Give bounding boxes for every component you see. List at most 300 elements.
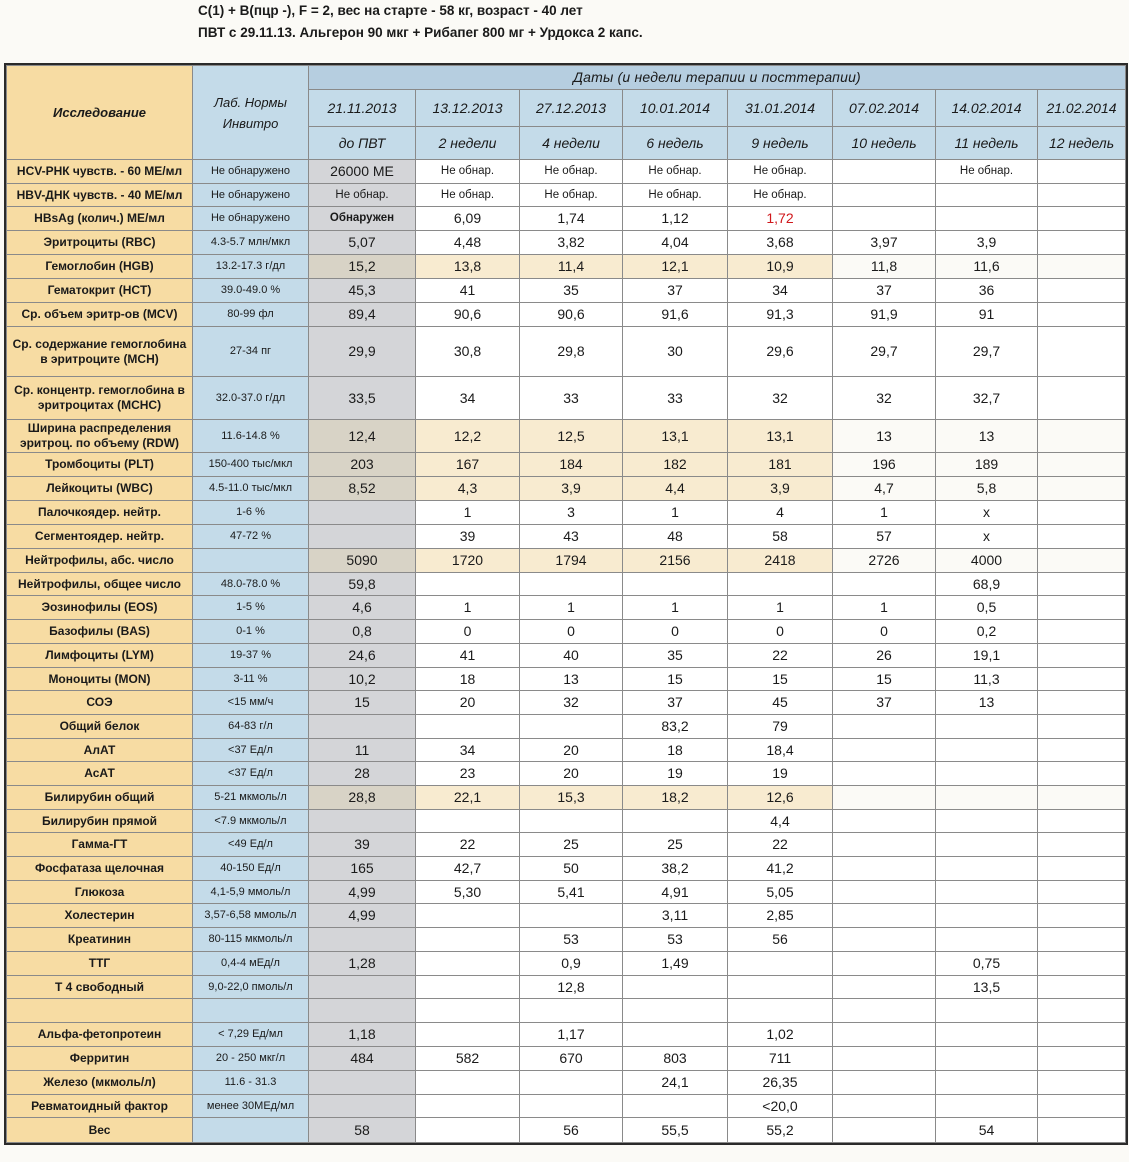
week-header: 12 недель: [1038, 127, 1126, 160]
value-cell: 5,30: [416, 881, 520, 904]
value-cell: [309, 999, 416, 1023]
value-cell: [1038, 184, 1126, 207]
value-cell: 1: [623, 501, 728, 525]
table-row: [7, 1047, 1126, 1071]
table-row: [7, 501, 1126, 525]
value-cell: 22,1: [416, 786, 520, 810]
value-cell: [623, 573, 728, 596]
value-cell: 39: [416, 525, 520, 549]
value-cell: 50: [520, 857, 623, 881]
value-cell: 0: [520, 620, 623, 644]
value-cell: 32: [833, 377, 936, 420]
row-label: СОЭ: [7, 691, 193, 715]
value-cell: [520, 904, 623, 928]
value-cell: 12,8: [520, 976, 623, 999]
value-cell: 13: [520, 668, 623, 691]
value-cell: 22: [728, 833, 833, 857]
value-cell: 4,99: [309, 881, 416, 904]
value-cell: [416, 1023, 520, 1047]
value-cell: 15,3: [520, 786, 623, 810]
value-cell: 181: [728, 453, 833, 477]
value-cell: [1038, 453, 1126, 477]
value-cell: [623, 810, 728, 833]
table-row: [7, 255, 1126, 279]
row-label: Креатинин: [7, 928, 193, 952]
row-norm: <7.9 мкмоль/л: [193, 810, 309, 833]
row-norm: 0,4-4 мЕд/л: [193, 952, 309, 976]
value-cell: 167: [416, 453, 520, 477]
week-header: 6 недель: [623, 127, 728, 160]
row-norm: 48.0-78.0 %: [193, 573, 309, 596]
value-cell: 34: [416, 739, 520, 762]
value-cell: [309, 928, 416, 952]
value-cell: [833, 1023, 936, 1047]
value-cell: [1038, 1023, 1126, 1047]
date-header: 31.01.2014: [728, 90, 833, 127]
value-cell: 2418: [728, 549, 833, 573]
value-cell: 91,3: [728, 303, 833, 327]
row-norm: 32.0-37.0 г/дл: [193, 377, 309, 420]
value-cell: 28: [309, 762, 416, 786]
row-label: Гамма-ГТ: [7, 833, 193, 857]
date-header: 13.12.2013: [416, 90, 520, 127]
value-cell: [416, 999, 520, 1023]
value-cell: [416, 1095, 520, 1118]
value-cell: 1: [520, 596, 623, 620]
value-cell: 56: [728, 928, 833, 952]
value-cell: 32: [520, 691, 623, 715]
row-label: Базофилы (BAS): [7, 620, 193, 644]
value-cell: 184: [520, 453, 623, 477]
row-norm: 13.2-17.3 г/дл: [193, 255, 309, 279]
value-cell: [833, 928, 936, 952]
value-cell: [833, 1071, 936, 1095]
value-cell: 90,6: [416, 303, 520, 327]
value-cell: [1038, 976, 1126, 999]
value-cell: [833, 857, 936, 881]
table-row: [7, 420, 1126, 453]
value-cell: [728, 976, 833, 999]
value-cell: 13,1: [728, 420, 833, 453]
row-label: Нейтрофилы, абс. число: [7, 549, 193, 573]
value-cell: 0: [623, 620, 728, 644]
row-norm: 39.0-49.0 %: [193, 279, 309, 303]
table-row: [7, 786, 1126, 810]
value-cell: 3,82: [520, 231, 623, 255]
value-cell: [520, 1095, 623, 1118]
value-cell: 0,9: [520, 952, 623, 976]
value-cell: [833, 904, 936, 928]
row-label: Железо (мкмоль/л): [7, 1071, 193, 1095]
value-cell: [936, 184, 1038, 207]
value-cell: [623, 999, 728, 1023]
value-cell: 28,8: [309, 786, 416, 810]
value-cell: [416, 904, 520, 928]
table-row: [7, 810, 1126, 833]
table-row: [7, 833, 1126, 857]
value-cell: 582: [416, 1047, 520, 1071]
value-cell: [1038, 881, 1126, 904]
value-cell: 34: [728, 279, 833, 303]
value-cell: 18,2: [623, 786, 728, 810]
row-label: Глюкоза: [7, 881, 193, 904]
value-cell: 11,3: [936, 668, 1038, 691]
value-cell: [520, 1071, 623, 1095]
table-row: [7, 928, 1126, 952]
row-norm: [193, 1118, 309, 1143]
value-cell: [1038, 668, 1126, 691]
value-cell: [623, 1095, 728, 1118]
value-cell: [833, 1047, 936, 1071]
row-label: Ферритин: [7, 1047, 193, 1071]
value-cell: [1038, 573, 1126, 596]
row-norm: 1-6 %: [193, 501, 309, 525]
row-label: Тромбоциты (PLT): [7, 453, 193, 477]
value-cell: [833, 573, 936, 596]
value-cell: 5,05: [728, 881, 833, 904]
table-row: [7, 303, 1126, 327]
value-cell: [833, 976, 936, 999]
value-cell: Не обнар.: [309, 184, 416, 207]
row-norm: [193, 549, 309, 573]
value-cell: [416, 810, 520, 833]
value-cell: [728, 999, 833, 1023]
row-label: Эритроциты (RBC): [7, 231, 193, 255]
value-cell: 15: [833, 668, 936, 691]
value-cell: 13,1: [623, 420, 728, 453]
value-cell: 8,52: [309, 477, 416, 501]
value-cell: 4,04: [623, 231, 728, 255]
value-cell: 165: [309, 857, 416, 881]
table-row: [7, 377, 1126, 420]
table-row: [7, 904, 1126, 928]
table-row: [7, 715, 1126, 739]
value-cell: [1038, 786, 1126, 810]
value-cell: [728, 573, 833, 596]
value-cell: [936, 999, 1038, 1023]
value-cell: 803: [623, 1047, 728, 1071]
value-cell: 11,8: [833, 255, 936, 279]
value-cell: 37: [623, 279, 728, 303]
row-norm: 150-400 тыс/мкл: [193, 453, 309, 477]
value-cell: 6,09: [416, 207, 520, 231]
value-cell: 23: [416, 762, 520, 786]
value-cell: [520, 810, 623, 833]
row-norm: 11.6 - 31.3: [193, 1071, 309, 1095]
table-row: [7, 857, 1126, 881]
value-cell: 0: [728, 620, 833, 644]
table-row: [7, 644, 1126, 668]
table-row: [7, 525, 1126, 549]
table-row: [7, 1071, 1126, 1095]
value-cell: 4,48: [416, 231, 520, 255]
value-cell: [833, 207, 936, 231]
value-cell: [520, 999, 623, 1023]
date-header: 10.01.2014: [623, 90, 728, 127]
table-row: [7, 762, 1126, 786]
value-cell: 32,7: [936, 377, 1038, 420]
value-cell: 1: [623, 596, 728, 620]
value-cell: 37: [833, 691, 936, 715]
row-norm: 9,0-22,0 пмоль/л: [193, 976, 309, 999]
value-cell: 4000: [936, 549, 1038, 573]
value-cell: 41: [416, 279, 520, 303]
value-cell: 4,99: [309, 904, 416, 928]
value-cell: 5090: [309, 549, 416, 573]
value-cell: 0,8: [309, 620, 416, 644]
value-cell: [1038, 762, 1126, 786]
value-cell: 41: [416, 644, 520, 668]
value-cell: [1038, 327, 1126, 377]
value-cell: 13: [936, 420, 1038, 453]
value-cell: 11,4: [520, 255, 623, 279]
table-row: [7, 1118, 1126, 1143]
value-cell: [833, 786, 936, 810]
value-cell: 196: [833, 453, 936, 477]
value-cell: [936, 715, 1038, 739]
table-row: [7, 952, 1126, 976]
value-cell: [728, 952, 833, 976]
row-norm: 4.3-5.7 млн/мкл: [193, 231, 309, 255]
value-cell: 1,28: [309, 952, 416, 976]
value-cell: [1038, 477, 1126, 501]
value-cell: [1038, 279, 1126, 303]
row-norm: 64-83 г/л: [193, 715, 309, 739]
row-label: HBV-ДНК чувств. - 40 МЕ/мл: [7, 184, 193, 207]
value-cell: [309, 1095, 416, 1118]
value-cell: [833, 999, 936, 1023]
value-cell: [936, 928, 1038, 952]
row-norm: <37 Ед/л: [193, 739, 309, 762]
value-cell: 1: [416, 501, 520, 525]
value-cell: [1038, 691, 1126, 715]
dates-group-row: [7, 66, 1126, 90]
value-cell: 13: [833, 420, 936, 453]
row-norm: 4.5-11.0 тыс/мкл: [193, 477, 309, 501]
value-cell: 48: [623, 525, 728, 549]
table-row: [7, 1095, 1126, 1118]
value-cell: Не обнар.: [520, 160, 623, 184]
value-cell: Обнаружен: [309, 207, 416, 231]
value-cell: 12,4: [309, 420, 416, 453]
value-cell: 4,3: [416, 477, 520, 501]
value-cell: 91,6: [623, 303, 728, 327]
row-norm: [193, 999, 309, 1023]
value-cell: 53: [623, 928, 728, 952]
value-cell: 42,7: [416, 857, 520, 881]
value-cell: 18: [416, 668, 520, 691]
value-cell: 38,2: [623, 857, 728, 881]
value-cell: [1038, 739, 1126, 762]
value-cell: [416, 976, 520, 999]
row-label: Т 4 свободный: [7, 976, 193, 999]
value-cell: 3,9: [520, 477, 623, 501]
value-cell: [936, 1095, 1038, 1118]
value-cell: 12,1: [623, 255, 728, 279]
row-norm: Не обнаружено: [193, 160, 309, 184]
row-label: Гемоглобин (HGB): [7, 255, 193, 279]
value-cell: 35: [623, 644, 728, 668]
value-cell: [833, 810, 936, 833]
value-cell: 29,7: [833, 327, 936, 377]
value-cell: 54: [936, 1118, 1038, 1143]
table-row: [7, 620, 1126, 644]
value-cell: 37: [623, 691, 728, 715]
value-cell: 43: [520, 525, 623, 549]
value-cell: 2156: [623, 549, 728, 573]
row-label: Билирубин прямой: [7, 810, 193, 833]
value-cell: 15: [728, 668, 833, 691]
value-cell: 0: [416, 620, 520, 644]
value-cell: [1038, 501, 1126, 525]
value-cell: 2726: [833, 549, 936, 573]
row-label: Нейтрофилы, общее число: [7, 573, 193, 596]
value-cell: [1038, 377, 1126, 420]
value-cell: [1038, 596, 1126, 620]
value-cell: 29,9: [309, 327, 416, 377]
table-row: [7, 160, 1126, 184]
value-cell: [520, 715, 623, 739]
value-cell: 37: [833, 279, 936, 303]
value-cell: 4: [728, 501, 833, 525]
table-row: [7, 207, 1126, 231]
value-cell: 1720: [416, 549, 520, 573]
value-cell: 35: [520, 279, 623, 303]
header-line-2: ПВТ с 29.11.13. Альгерон 90 мкг + Рибапег 800 мг + Урдокса 2 капс.: [198, 25, 643, 40]
value-cell: [1038, 420, 1126, 453]
value-cell: 13,8: [416, 255, 520, 279]
value-cell: 10,9: [728, 255, 833, 279]
value-cell: [623, 1023, 728, 1047]
value-cell: [416, 928, 520, 952]
value-cell: 56: [520, 1118, 623, 1143]
row-label: Моноциты (MON): [7, 668, 193, 691]
value-cell: [1038, 644, 1126, 668]
value-cell: [1038, 1047, 1126, 1071]
week-header: 4 недели: [520, 127, 623, 160]
value-cell: 58: [728, 525, 833, 549]
table-row: [7, 668, 1126, 691]
row-label: HCV-РНК чувств. - 60 МЕ/мл: [7, 160, 193, 184]
value-cell: 11,6: [936, 255, 1038, 279]
table-row: [7, 477, 1126, 501]
value-cell: [416, 1118, 520, 1143]
value-cell: Не обнар.: [728, 184, 833, 207]
value-cell: 29,6: [728, 327, 833, 377]
value-cell: 19,1: [936, 644, 1038, 668]
week-header: 9 недель: [728, 127, 833, 160]
value-cell: [936, 786, 1038, 810]
value-cell: 12,2: [416, 420, 520, 453]
value-cell: 0,2: [936, 620, 1038, 644]
value-cell: 1: [833, 501, 936, 525]
row-label: Ср. концентр. гемоглобина в эритроцитах (MCHC): [7, 377, 193, 420]
value-cell: 2,85: [728, 904, 833, 928]
value-cell: Не обнар.: [623, 160, 728, 184]
row-label: Гематокрит (HCT): [7, 279, 193, 303]
value-cell: 3: [520, 501, 623, 525]
row-norm: 27-34 пг: [193, 327, 309, 377]
table-row: [7, 739, 1126, 762]
table-row: [7, 327, 1126, 377]
value-cell: 1,17: [520, 1023, 623, 1047]
value-cell: 18: [623, 739, 728, 762]
value-cell: 18,4: [728, 739, 833, 762]
dates-group-header: Даты (и недели терапии и посттерапии): [309, 66, 1126, 90]
table-row: [7, 881, 1126, 904]
header-line-1: C(1) + B(пцр -), F = 2, вес на старте - 58 кг, возраст - 40 лет: [198, 3, 583, 18]
value-cell: [1038, 810, 1126, 833]
value-cell: [1038, 620, 1126, 644]
value-cell: 4,4: [728, 810, 833, 833]
row-norm: <49 Ед/л: [193, 833, 309, 857]
value-cell: [936, 881, 1038, 904]
value-cell: 83,2: [623, 715, 728, 739]
norm-column-header: Лаб. Нормы Инвитро: [193, 66, 309, 160]
value-cell: [520, 573, 623, 596]
row-label: Билирубин общий: [7, 786, 193, 810]
row-label: Лейкоциты (WBC): [7, 477, 193, 501]
value-cell: [833, 1095, 936, 1118]
value-cell: 91,9: [833, 303, 936, 327]
value-cell: [1038, 715, 1126, 739]
week-header: 11 недель: [936, 127, 1038, 160]
row-norm: 20 - 250 мкг/л: [193, 1047, 309, 1071]
row-label: Фосфатаза щелочная: [7, 857, 193, 881]
value-cell: 4,91: [623, 881, 728, 904]
value-cell: 29,8: [520, 327, 623, 377]
lab-results-sheet: [4, 63, 1128, 1145]
table-row: [7, 999, 1126, 1023]
week-header: 2 недели: [416, 127, 520, 160]
value-cell: 20: [520, 762, 623, 786]
value-cell: [309, 1071, 416, 1095]
value-cell: [1038, 1095, 1126, 1118]
row-label: АсАТ: [7, 762, 193, 786]
row-norm: 3,57-6,58 ммоль/л: [193, 904, 309, 928]
value-cell: [936, 1071, 1038, 1095]
value-cell: 30: [623, 327, 728, 377]
value-cell: 45: [728, 691, 833, 715]
row-norm: 3-11 %: [193, 668, 309, 691]
value-cell: [1038, 549, 1126, 573]
value-cell: [1038, 857, 1126, 881]
value-cell: 3,9: [728, 477, 833, 501]
row-norm: 80-115 мкмоль/л: [193, 928, 309, 952]
value-cell: 12,6: [728, 786, 833, 810]
value-cell: [833, 739, 936, 762]
row-norm: 11.6-14.8 %: [193, 420, 309, 453]
value-cell: [623, 976, 728, 999]
table-row: [7, 691, 1126, 715]
value-cell: 33,5: [309, 377, 416, 420]
value-cell: 1: [728, 596, 833, 620]
value-cell: 22: [728, 644, 833, 668]
value-cell: 3,68: [728, 231, 833, 255]
date-header: 07.02.2014: [833, 90, 936, 127]
row-norm: 47-72 %: [193, 525, 309, 549]
value-cell: 20: [416, 691, 520, 715]
value-cell: 45,3: [309, 279, 416, 303]
value-cell: [936, 1023, 1038, 1047]
row-label: Ширина распределения эритроц. по объему (RDW): [7, 420, 193, 453]
value-cell: 79: [728, 715, 833, 739]
value-cell: [1038, 833, 1126, 857]
row-norm: <15 мм/ч: [193, 691, 309, 715]
value-cell: [416, 715, 520, 739]
value-cell: 39: [309, 833, 416, 857]
value-cell: [309, 976, 416, 999]
